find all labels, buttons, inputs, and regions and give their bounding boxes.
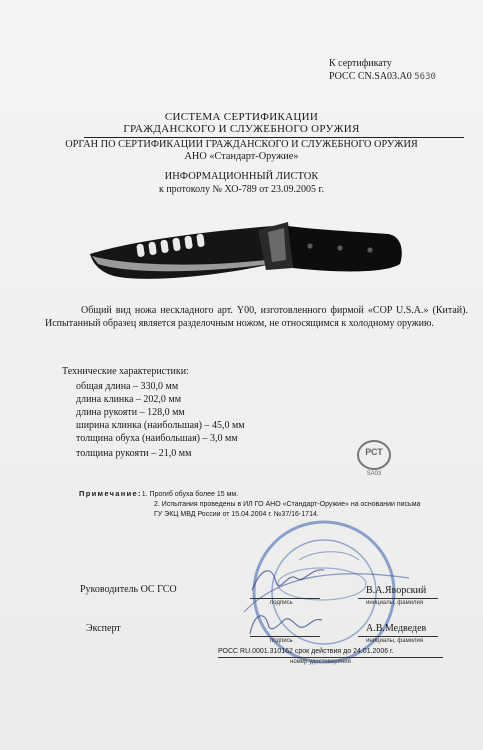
spec-item: толщина обуха (наибольшая) – 3,0 мм [76, 433, 238, 444]
expert-name-line [358, 636, 438, 637]
expert-caption-name: инициалы, фамилия [366, 638, 424, 644]
note-2-line1: 2. Испытания проведены в ИЛ ГО АНО «Стандарт-Оружие» на основании письма [154, 501, 421, 508]
registration-number: РОСС RU.0001.310162 срок действия до 24.01.2006 г. [218, 648, 394, 655]
head-title: Руководитель ОС ГСО [80, 584, 177, 595]
system-title-line1: СИСТЕМА СЕРТИФИКАЦИИ [164, 111, 319, 123]
expert-name: А.В.Медведев [366, 623, 427, 634]
rst-logo-text: РСТ [365, 447, 383, 457]
info-sheet-title: ИНФОРМАЦИОННЫЙ ЛИСТОК [164, 171, 319, 182]
spec-item: толщина рукояти – 21,0 мм [76, 448, 192, 459]
organ-title-line2: АНО «Стандарт-Оружие» [184, 151, 299, 162]
certificate-reference [329, 57, 436, 84]
organ-title-line1: ОРГАН ПО СЕРТИФИКАЦИИ ГРАЖДАНСКОГО И СЛУЖЕБНОГО ОРУЖИЯ [65, 139, 418, 150]
head-name-line [358, 598, 438, 599]
header-divider [84, 137, 464, 138]
notes-label: Примечание: [79, 489, 142, 498]
spec-item: общая длина – 330,0 мм [76, 381, 179, 392]
head-signature-line [250, 598, 320, 599]
spec-item: ширина клинка (наибольшая) – 45,0 мм [76, 420, 245, 431]
system-title-line2: ГРАЖДАНСКОГО И СЛУЖЕБНОГО ОРУЖИЯ [123, 123, 360, 135]
certificate-ref-line1: К сертификату [329, 58, 392, 69]
spec-item: длина клинка – 202,0 мм [76, 394, 182, 405]
head-signature-scribble [248, 560, 328, 598]
expert-signature-scribble [244, 606, 324, 642]
certificate-ref-number: 5630 [414, 72, 436, 82]
notes-block [79, 489, 420, 520]
spec-item: длина рукояти – 128,0 мм [76, 407, 185, 418]
expert-caption-signature: подпись [270, 638, 293, 644]
head-caption-signature: подпись [270, 600, 293, 606]
registration-line [218, 657, 443, 658]
specs-title: Технические характеристики: [62, 366, 189, 377]
registration-caption: номер удостоверения [290, 659, 351, 665]
protocol-reference: к протоколу № ХО-789 от 23.09.2005 г. [158, 184, 325, 195]
expert-title: Эксперт [86, 623, 121, 634]
note-1: 1. Прогиб обуха более 15 мм. [141, 491, 239, 498]
head-name: В.А.Яворский [366, 585, 427, 596]
note-2-line2: ГУ ЭКЦ МВД России от 15.04.2004 г. №37/16-1714. [154, 511, 319, 518]
rst-conformity-mark [354, 438, 394, 482]
knife-description: Общий вид ножа нескладного арт. Y00, изготовленного фирмой «COP U.S.A.» (Китай). Испытанный образец является разделочным ножом, не относящимся к холодному оружию. [45, 305, 468, 329]
head-caption-name: инициалы, фамилия [366, 600, 424, 606]
knife-image [88, 212, 408, 290]
certificate-ref-line2: РОСС CN.SA03.А0 5630 [329, 71, 436, 82]
rst-logo-code: SA03 [366, 471, 382, 477]
